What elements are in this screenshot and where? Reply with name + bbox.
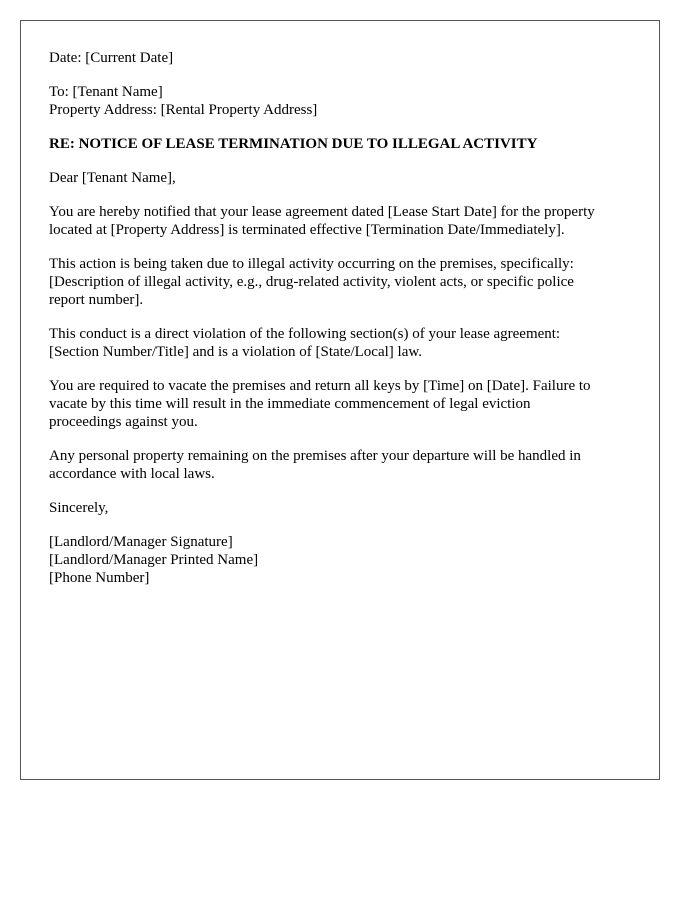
subject-heading: RE: NOTICE OF LEASE TERMINATION DUE TO ILLEGAL ACTIVITY (49, 136, 538, 152)
signature-line: [Landlord/Manager Signature] (49, 534, 233, 550)
letter-document (20, 20, 660, 780)
paragraph-line: You are required to vacate the premises and return all keys by [Time] on [Date]. Failure to (49, 378, 591, 394)
printed-name-line: [Landlord/Manager Printed Name] (49, 552, 259, 568)
closing: Sincerely, (49, 500, 109, 516)
paragraph-line: This action is being taken due to illegal activity occurring on the premises, specifically: (49, 256, 574, 272)
paragraph-violation (49, 325, 631, 361)
recipient-block (49, 83, 631, 119)
paragraph-property (49, 447, 631, 483)
date-line: Date: [Current Date] (49, 50, 174, 66)
paragraph-line: accordance with local laws. (49, 466, 215, 482)
paragraph-reason (49, 255, 631, 309)
signature-block (49, 533, 631, 587)
paragraph-line: vacate by this time will result in the immediate commencement of legal eviction (49, 396, 531, 412)
salutation-block (49, 169, 631, 187)
closing-block (49, 499, 631, 517)
phone-line: [Phone Number] (49, 570, 150, 586)
paragraph-line: Any personal property remaining on the premises after your departure will be handled in (49, 448, 581, 464)
to-line: To: [Tenant Name] (49, 84, 163, 100)
paragraph-vacate (49, 377, 631, 431)
paragraph-line: You are hereby notified that your lease agreement dated [Lease Start Date] for the property (49, 204, 595, 220)
paragraph-notice (49, 203, 631, 239)
property-address-line: Property Address: [Rental Property Address] (49, 102, 318, 118)
salutation: Dear [Tenant Name], (49, 170, 176, 186)
paragraph-line: located at [Property Address] is terminated effective [Termination Date/Immediately]. (49, 222, 565, 238)
paragraph-line: report number]. (49, 292, 144, 308)
paragraph-line: [Section Number/Title] and is a violation of [State/Local] law. (49, 344, 422, 360)
paragraph-line: This conduct is a direct violation of the following section(s) of your lease agreement: (49, 326, 561, 342)
subject-block (49, 135, 631, 153)
date-block (49, 49, 631, 67)
paragraph-line: [Description of illegal activity, e.g., drug-related activity, violent acts, or specific police (49, 274, 574, 290)
paragraph-line: proceedings against you. (49, 414, 198, 430)
